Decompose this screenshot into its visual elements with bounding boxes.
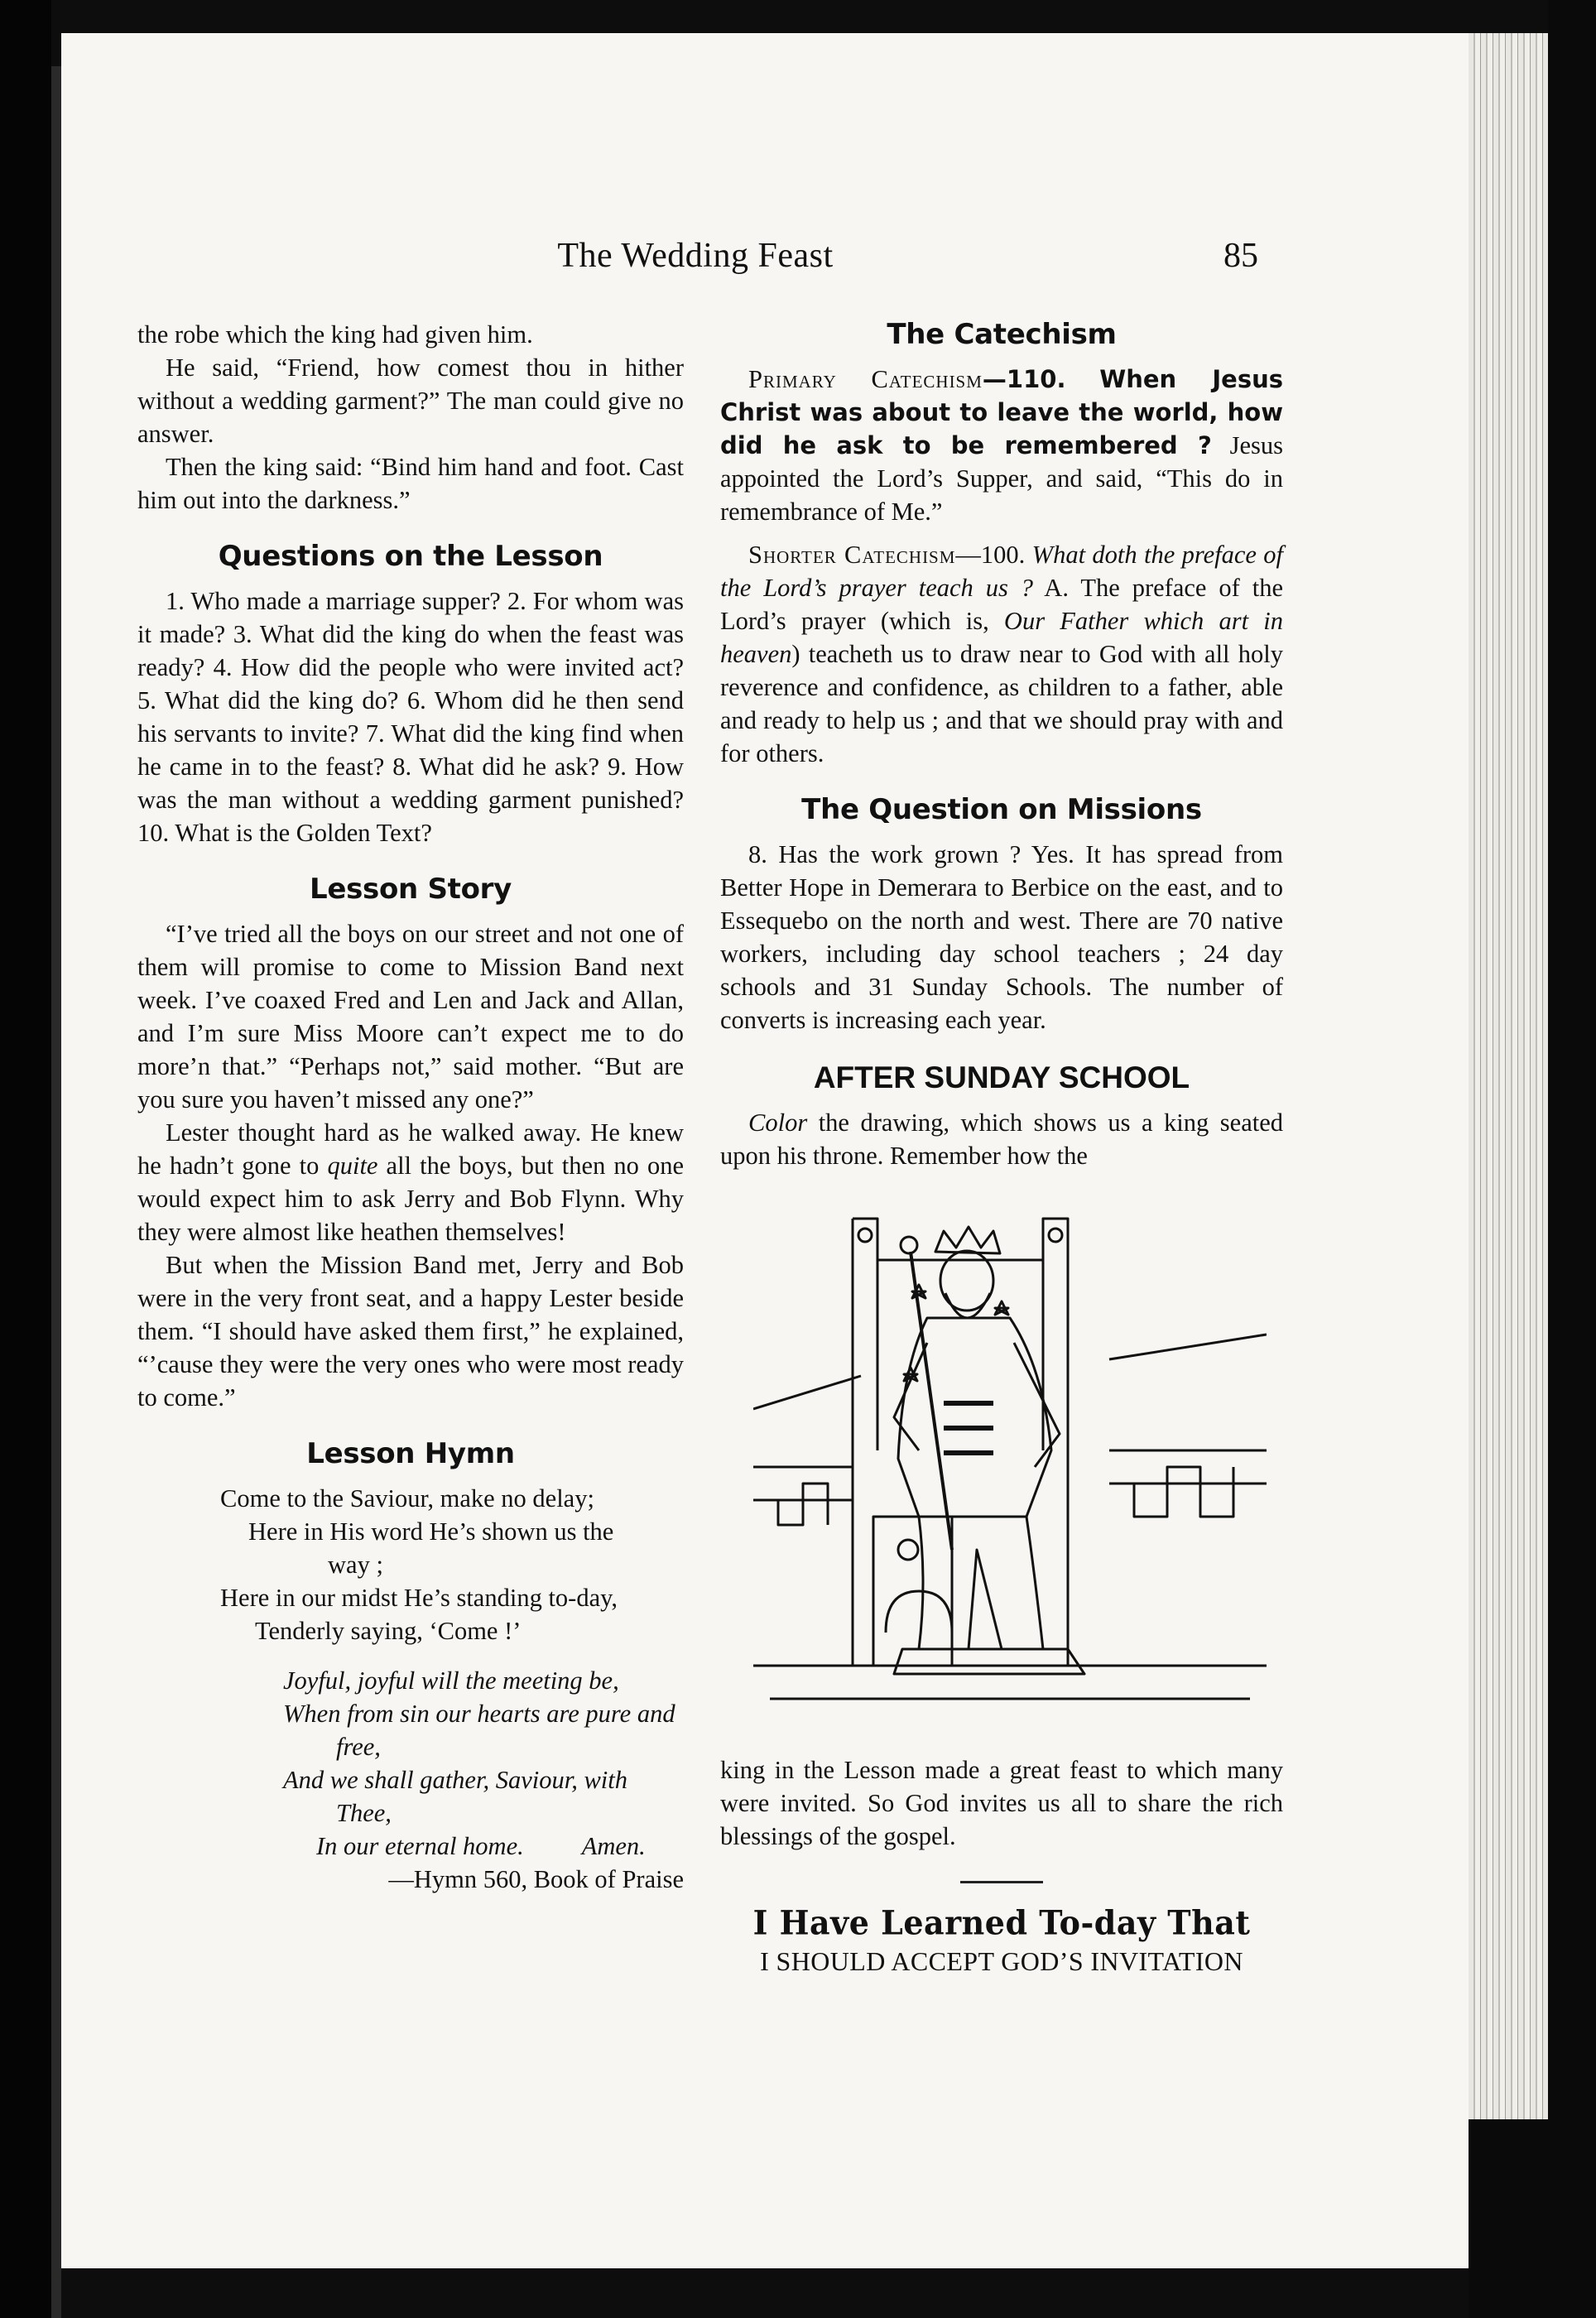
lesson-hymn-heading: Lesson Hymn bbox=[306, 1437, 515, 1470]
missions-heading: The Question on Missions bbox=[801, 793, 1202, 826]
after-text: king in the Lesson made a great feast to which many were invited. So God invites us all to share the rich blessings of the gospel. bbox=[720, 1756, 1283, 1850]
primary-catechism-question: When Jesus Christ was about to leave the world, how did he ask to be remembered ? bbox=[720, 365, 1284, 459]
hymn-line: Come to the Saviour, make no delay; bbox=[220, 1484, 594, 1512]
story-paragraph: But when the Mission Band met, Jerry and Bob were in the very front seat, and a happy Lester beside them. “I should have asked them first,” he explained, “’cause they were the very ones who were most ready to come.” bbox=[137, 1251, 684, 1411]
scan-left-border bbox=[0, 0, 51, 2318]
chorus-line: When from sin our hearts are pure and bbox=[283, 1700, 675, 1728]
shorter-catechism-answer: ) teacheth us to draw near to God with all holy reverence and confidence, as children to a father, able and ready to help us ; and that we should pray with and for others. bbox=[720, 640, 1283, 767]
shorter-catechism-answer: A. The preface of the Lord’s prayer (which is, bbox=[720, 574, 1283, 635]
right-column bbox=[720, 318, 1283, 1978]
shorter-catechism-label: Shorter Catechism bbox=[748, 541, 956, 569]
questions-heading: Questions on the Lesson bbox=[218, 540, 603, 573]
divider-rule bbox=[960, 1881, 1043, 1883]
primary-catechism-label: Primary Catechism bbox=[748, 365, 983, 393]
hymn-line: way ; bbox=[328, 1551, 383, 1579]
questions-text: 1. Who made a marriage supper? 2. For whom was it made? 3. What did the king do when the feast was ready? 4. How did the people who were invited act? 5. What did the king do? 6. Whom did he then send his servants to invite? 7. What did the king find when he came in to the feast? 8. What did he ask? 9. How was the man without a wedding garment punished? 10. What is the Golden Text? bbox=[137, 587, 684, 847]
story-text: Lester thought hard as he walked away. He knew he hadn’t gone to bbox=[137, 1118, 684, 1180]
primary-catechism-number: —110. bbox=[982, 365, 1066, 393]
scan-bottom-corner bbox=[1469, 2119, 1596, 2318]
coloring-text: the drawing, which shows us a king seated upon his throne. Remember how the bbox=[720, 1109, 1283, 1170]
continued-text: the robe which the king had given him. bbox=[137, 320, 533, 349]
scan-right-border bbox=[1548, 0, 1596, 2318]
story-paragraph: “I’ve tried all the boys on our street and not one of them will promise to come to Mission Band next week. I’ve coaxed Fred and Len and Jack and Allan, and I’m sure Miss Moore can’t expect me to do more’n that.” “Perhaps not,” said mother. “But are you sure you haven’t missed any one?” bbox=[137, 920, 684, 1113]
paragraph: Then the king said: “Bind him hand and foot. Cast him out into the darkness.” bbox=[137, 453, 684, 514]
book-spine-edge bbox=[51, 66, 61, 2318]
catechism-heading: The Catechism bbox=[887, 318, 1117, 351]
story-paragraph bbox=[137, 1116, 684, 1248]
chorus-line: Joyful, joyful will the meeting be, bbox=[283, 1666, 619, 1695]
hymn-line: Here in our midst He’s standing to-day, bbox=[220, 1584, 618, 1612]
page-number: 85 bbox=[1223, 237, 1258, 275]
left-column bbox=[137, 318, 684, 1896]
chorus-line: Thee, bbox=[336, 1799, 392, 1827]
learned-statement: I SHOULD ACCEPT GOD’S INVITATION bbox=[760, 1946, 1243, 1976]
hymn-line: Tenderly saying, ‘Come !’ bbox=[255, 1617, 522, 1645]
hymn-line: Here in His word He’s shown us the bbox=[248, 1517, 614, 1546]
primary-catechism bbox=[720, 363, 1283, 528]
coloring-instructions bbox=[720, 1106, 1283, 1172]
page-stack-edges bbox=[1469, 33, 1548, 2169]
lesson-story-heading: Lesson Story bbox=[309, 873, 512, 906]
color-emphasis: Color bbox=[748, 1109, 808, 1137]
primary-catechism-answer: Jesus appointed the Lord’s Supper, and said, “This do in remembrance of Me.” bbox=[720, 431, 1283, 526]
amen: Amen. bbox=[581, 1832, 646, 1860]
chorus-line: In our eternal home. bbox=[316, 1832, 524, 1860]
missions-text: 8. Has the work grown ? Yes. It has spread from Better Hope in Demerara to Berbice on the east, and to Essequebo on the north and west. There are 70 native workers, including day school teachers ; 24 day schools and 31 Sunday Schools. The number of converts is increasing each year. bbox=[720, 840, 1283, 1034]
learned-heading: I Have Learned To-day That bbox=[752, 1902, 1251, 1943]
hymn-attribution: —Hymn 560, Book of Praise bbox=[388, 1865, 684, 1893]
after-sunday-school-heading: AFTER SUNDAY SCHOOL bbox=[813, 1060, 1190, 1094]
shorter-catechism-question: What doth the preface of the Lord’s prayer teach us ? bbox=[720, 541, 1283, 602]
chorus-last-line bbox=[137, 1830, 684, 1863]
story-emphasis: quite bbox=[327, 1152, 378, 1180]
paragraph: He said, “Friend, how comest thou in hither without a wedding garment?” The man could give no answer. bbox=[137, 353, 684, 448]
shorter-catechism-number: —100. bbox=[955, 541, 1026, 569]
king-on-throne-drawing bbox=[753, 1202, 1267, 1724]
shorter-catechism-emphasis: Our Father which art in heaven bbox=[720, 607, 1283, 668]
running-head-title: The Wedding Feast bbox=[557, 237, 834, 275]
chorus-line: And we shall gather, Saviour, with bbox=[283, 1766, 627, 1794]
chorus-line: free, bbox=[336, 1733, 381, 1761]
story-text: all the boys, but then no one would expect him to ask Jerry and Bob Flynn. Why they were almost like heathen themselves! bbox=[137, 1152, 684, 1246]
shorter-catechism bbox=[720, 538, 1283, 770]
